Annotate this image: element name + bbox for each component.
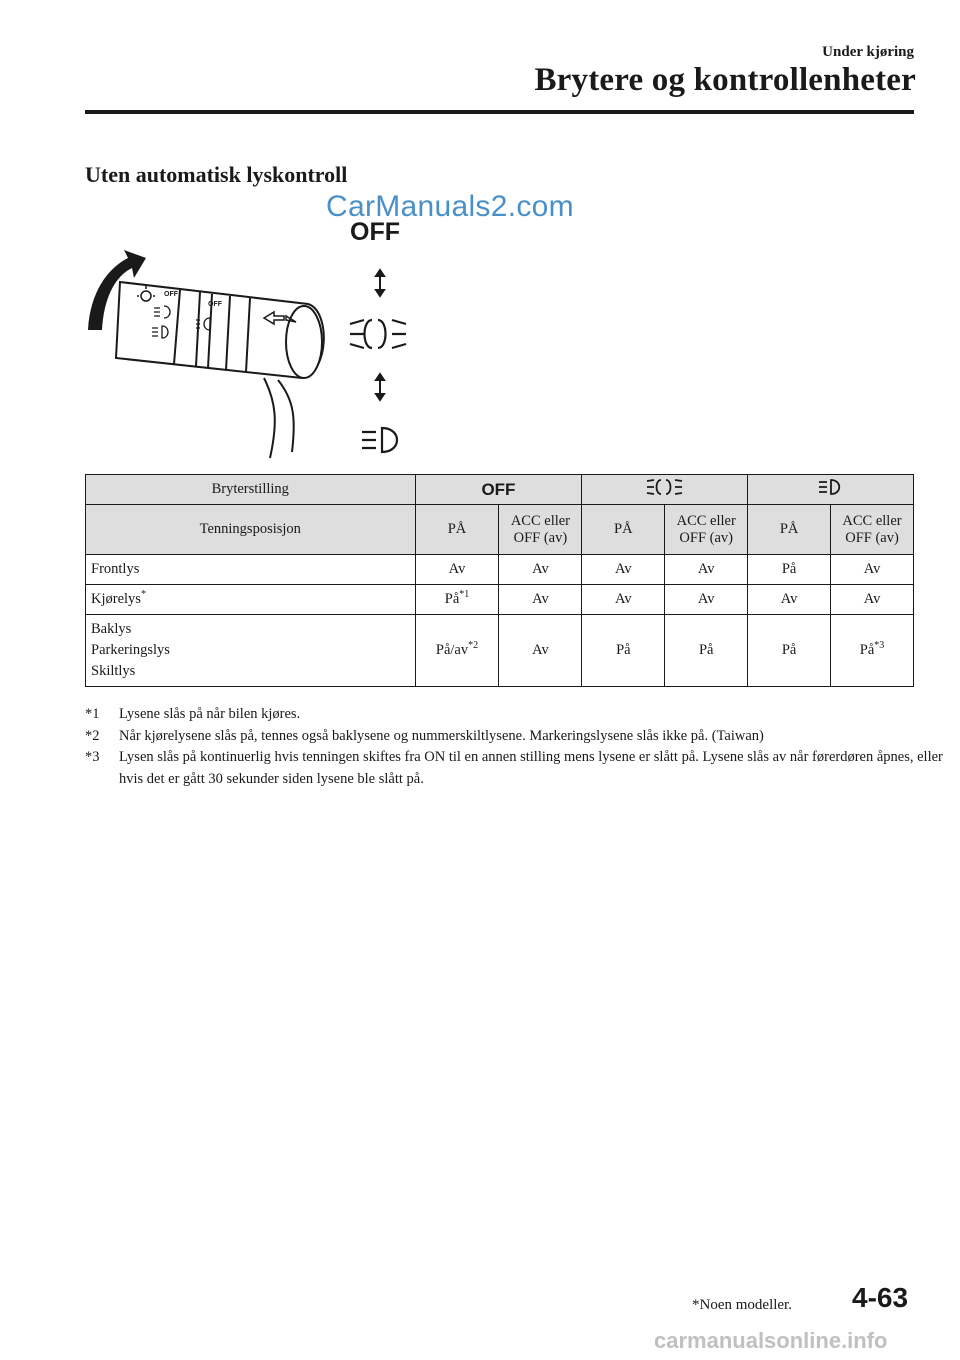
table-cell: Av: [582, 585, 665, 615]
table-cell: Av: [582, 555, 665, 585]
table-cell: På: [665, 615, 748, 687]
watermark-top[interactable]: CarManuals2.com: [326, 190, 574, 223]
parking-light-icon: [646, 478, 684, 496]
table-row: [86, 475, 914, 505]
table-cell: Av: [831, 585, 914, 615]
table-cell: Av: [499, 555, 582, 585]
svg-text:OFF: OFF: [164, 291, 178, 298]
table-cell: $På^{*1}$: [415, 585, 499, 615]
svg-text:OFF: OFF: [208, 301, 222, 308]
table-cell: ACC eller OFF (av): [499, 505, 582, 555]
parking-light-large-icon: [350, 320, 406, 348]
table-cell: Av: [831, 555, 914, 585]
table-row: [86, 555, 914, 585]
header-rule: [85, 110, 914, 114]
table-cell: På: [582, 615, 665, 687]
table-header-switch: Bryterstilling: [86, 475, 416, 505]
table-cell: På: [748, 615, 831, 687]
lever-stalk: [116, 282, 324, 458]
header-chapter: Brytere og kontrollenheter: [534, 62, 916, 98]
table-cell: PÅ: [748, 505, 831, 555]
table-cell: ACC eller OFF (av): [665, 505, 748, 555]
table-cell: $På^{*3}$: [831, 615, 914, 687]
table-cell: ACC eller OFF (av): [831, 505, 914, 555]
footnote: *3 Lysen slås på kontinuerlig hvis tenningen skiftes fra ON til en annen stilling mens lysene er slått på. Lysene slås av når førerdøren åpnes, eller hvis det er gått 30 sekunder siden lysene ble slått på.: [85, 749, 943, 787]
header-section: Under kjøring: [822, 44, 914, 60]
footnotes: [85, 704, 945, 790]
footer-note: *Noen modeller.: [692, 1297, 792, 1313]
table-row: [86, 585, 914, 615]
lever-figure: [80, 212, 440, 462]
headlight-large-icon: [362, 428, 397, 452]
table-cell: PÅ: [415, 505, 499, 555]
table-cell: Av: [665, 555, 748, 585]
table-cell: $På/av^{*2}$: [415, 615, 499, 687]
up-down-arrow-icon: [376, 374, 384, 400]
table-row: [86, 505, 914, 555]
light-switch-table: [85, 474, 914, 687]
footnote: *2 Når kjørelysene slås på, tennes også baklysene og nummerskiltlysene. Markeringslysene slås ikke på. (Taiwan): [85, 727, 764, 744]
section-title: Uten automatisk lyskontroll: [85, 162, 348, 187]
row-label-baklys: Baklys Parkeringslys Skiltlys: [86, 615, 416, 687]
table-cell: Av: [499, 585, 582, 615]
up-down-arrow-icon: [376, 270, 384, 296]
header-headlight-position: [748, 475, 914, 505]
footnote: *1 Lysene slås på når bilen kjøres.: [85, 706, 301, 722]
headlight-icon: [818, 478, 844, 496]
table-row: [86, 615, 914, 687]
table-cell: På: [748, 555, 831, 585]
table-cell: Av: [415, 555, 499, 585]
table-cell: PÅ: [582, 505, 665, 555]
off-label: OFF: [350, 218, 400, 246]
table-cell: Av: [748, 585, 831, 615]
row-label-kjorelys: Kjørelys*: [86, 585, 416, 615]
watermark-bottom[interactable]: carmanualsonline.info: [654, 1328, 888, 1353]
page-number: 4-63: [852, 1282, 909, 1313]
table-cell: Av: [499, 615, 582, 687]
table-cell: Av: [665, 585, 748, 615]
header-parking-position: [582, 475, 748, 505]
header-off-position: OFF: [415, 475, 582, 505]
table-header-ignition: Tenningsposisjon: [86, 505, 416, 555]
row-label-frontlys: Frontlys: [86, 555, 416, 585]
